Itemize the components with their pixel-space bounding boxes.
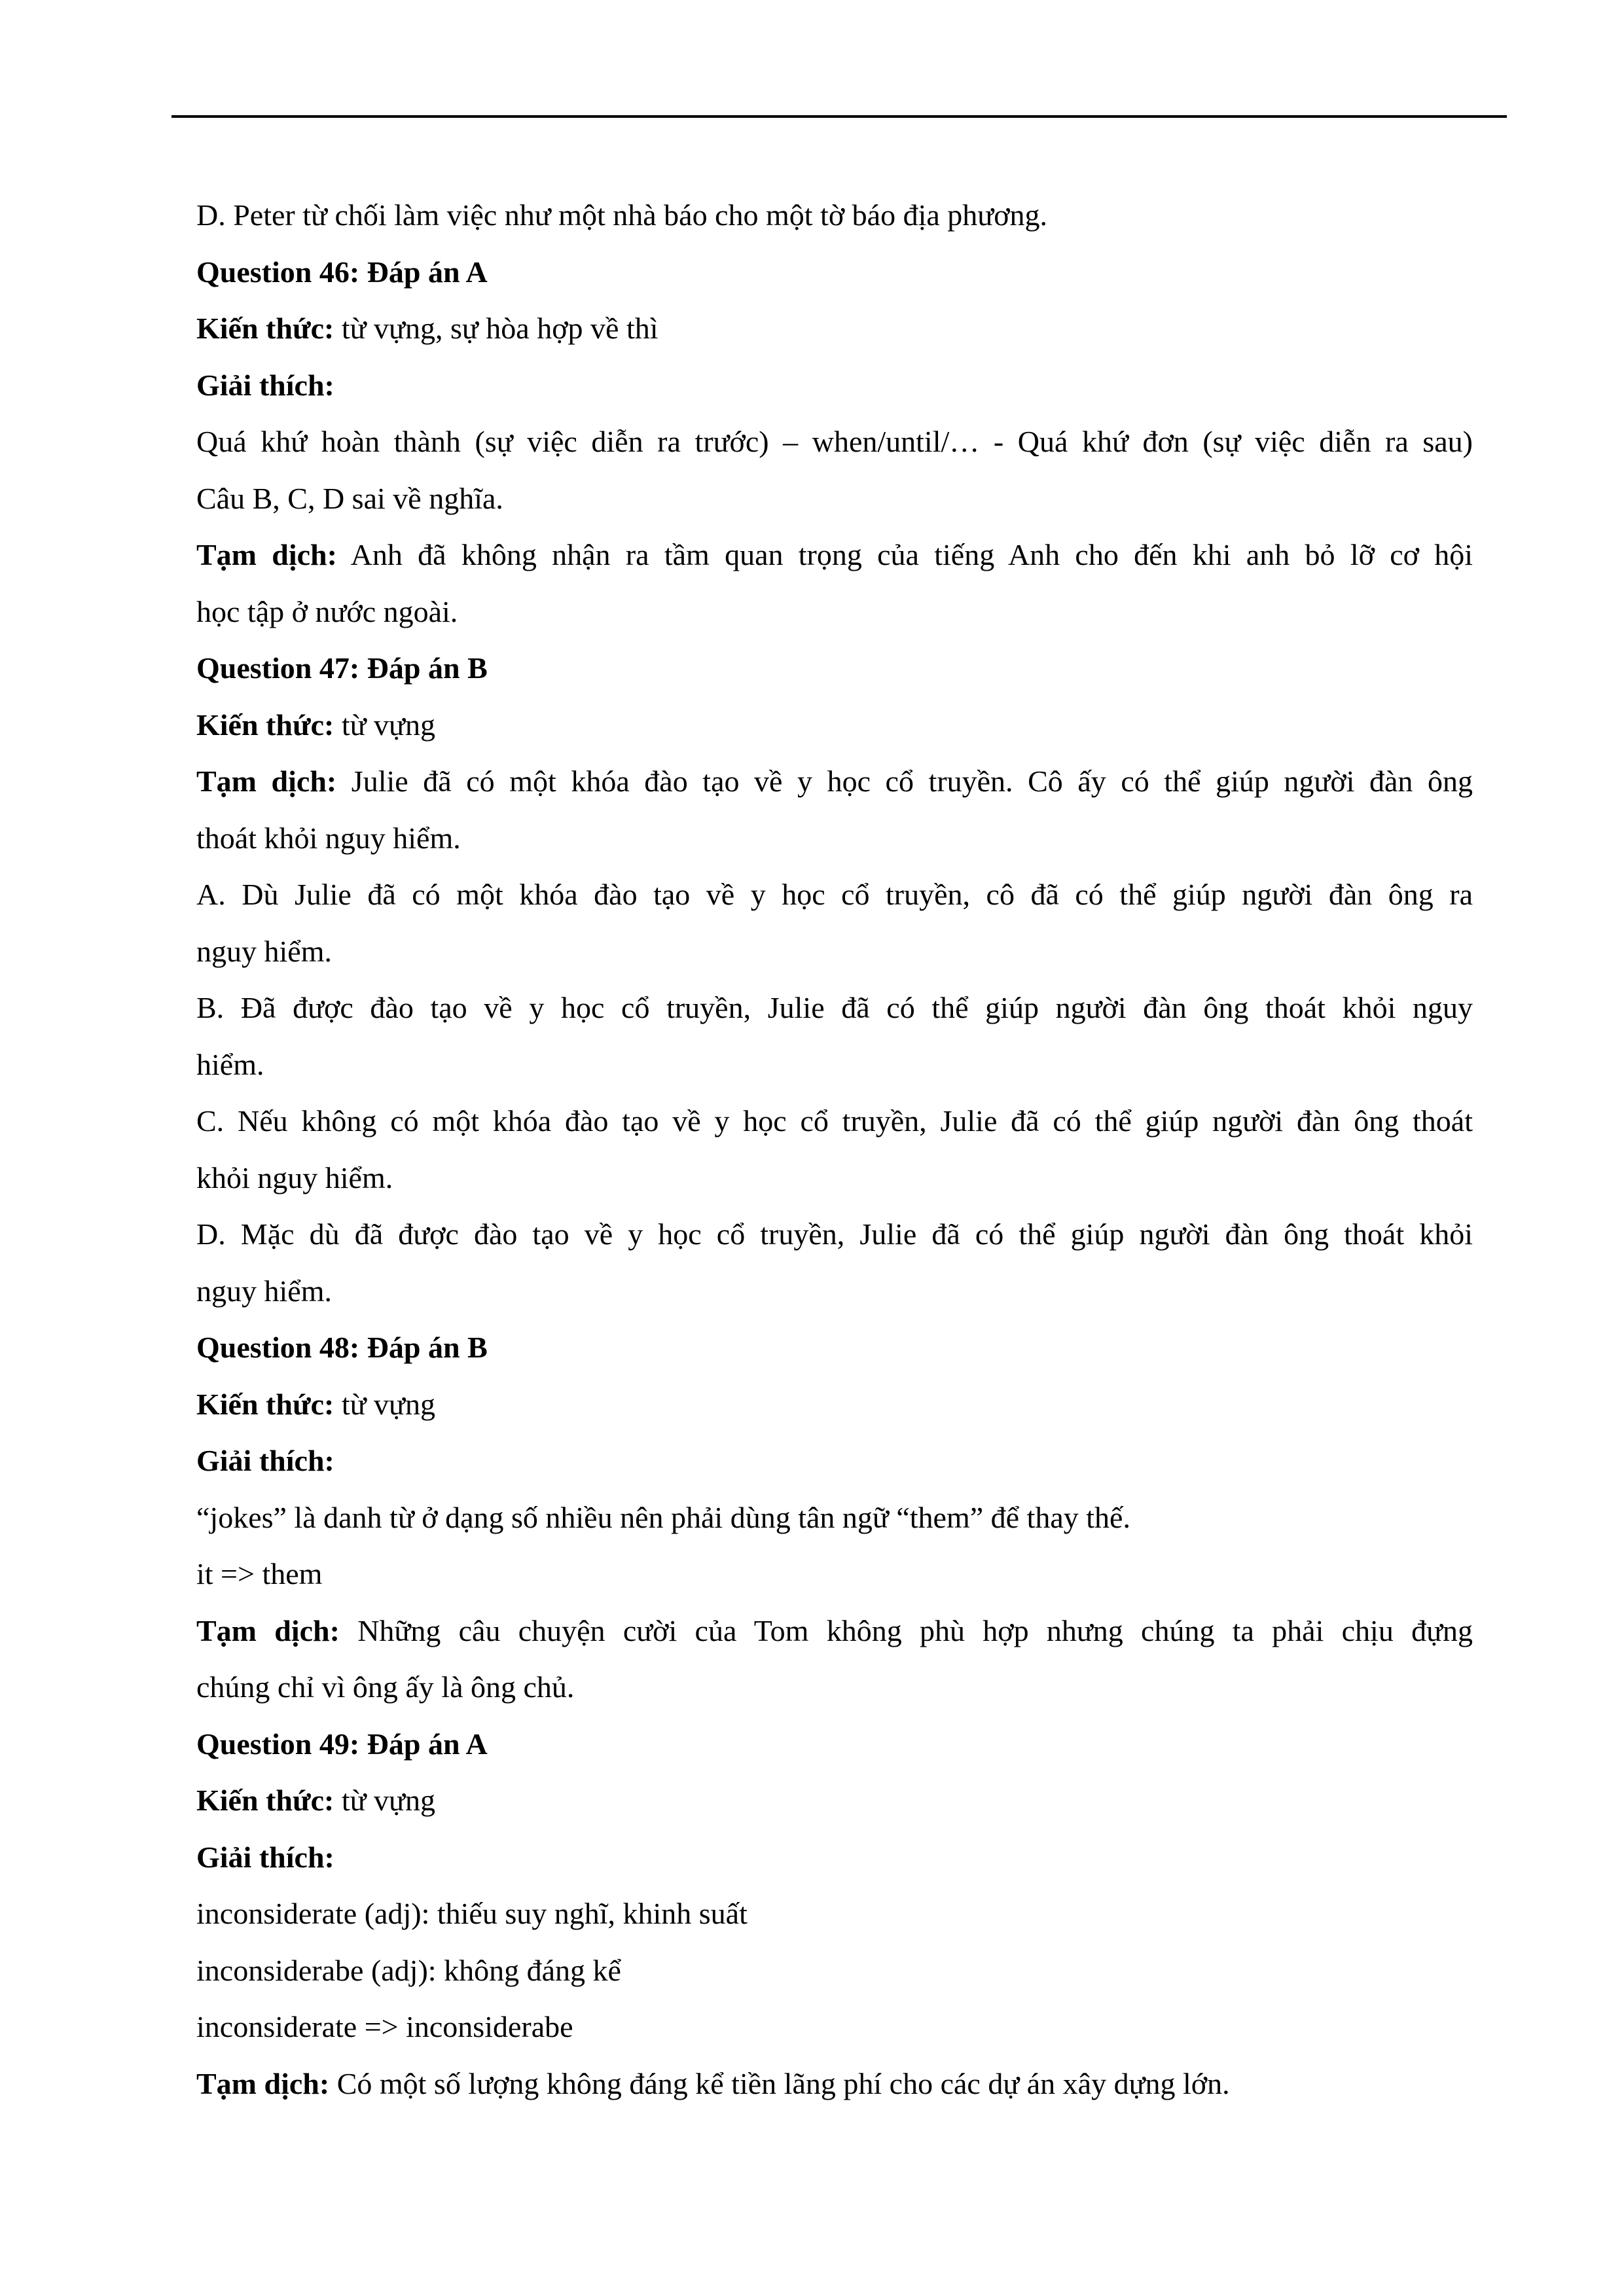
vocab-line — [196, 1886, 1473, 1943]
knowledge-label: Kiến thức: — [196, 708, 334, 742]
question-heading: Question 48: Đáp án B — [196, 1331, 488, 1364]
explanation-label: Giải thích: — [196, 368, 334, 402]
translation-label: Tạm dịch: — [196, 2066, 330, 2100]
translation-text: Những câu chuyện cười của Tom không phù hợp nhưng chúng ta phải chịu đựng — [339, 1613, 1473, 1647]
translation-label: Tạm dịch: — [196, 764, 337, 798]
explanation-heading — [196, 357, 1473, 414]
knowledge-line — [196, 697, 1473, 754]
line-text: “jokes” là danh từ ở dạng số nhiều nên phải dùng tân ngữ “them” để thay thế. — [196, 1500, 1130, 1534]
option-c-line — [196, 1093, 1473, 1150]
question-47-heading — [196, 640, 1473, 697]
document-body — [196, 187, 1473, 2112]
explanation-label: Giải thích: — [196, 1444, 334, 1477]
option-a-line — [196, 867, 1473, 924]
question-49-heading — [196, 1716, 1473, 1773]
line-text: Câu B, C, D sai về nghĩa. — [196, 481, 503, 515]
line-text: thoát khỏi nguy hiểm. — [196, 821, 461, 855]
translation-line — [196, 527, 1473, 584]
line-text: học tập ở nước ngoài. — [196, 594, 458, 628]
knowledge-line — [196, 1772, 1473, 1829]
translation-line — [196, 584, 1473, 641]
question-heading: Question 49: Đáp án A — [196, 1727, 488, 1761]
knowledge-label: Kiến thức: — [196, 312, 334, 345]
line-text: chúng chỉ vì ông ấy là ông chủ. — [196, 1670, 575, 1704]
line-text: Quá khứ hoàn thành (sự việc diễn ra trước) – when/until/… - Quá khứ đơn (sự việc diễn ra sau) — [196, 425, 1473, 458]
knowledge-text: từ vựng — [334, 708, 435, 742]
translation-line — [196, 1659, 1473, 1716]
question-heading: Question 46: Đáp án A — [196, 255, 488, 289]
translation-line — [196, 2056, 1473, 2113]
question-46-heading — [196, 244, 1473, 301]
knowledge-line — [196, 300, 1473, 357]
explanation-label: Giải thích: — [196, 1840, 334, 1874]
knowledge-text: từ vựng — [334, 1784, 435, 1817]
translation-line — [196, 1603, 1473, 1660]
translation-line — [196, 753, 1473, 810]
line-text: khỏi nguy hiểm. — [196, 1160, 393, 1194]
explanation-line — [196, 471, 1473, 528]
vocab-line — [196, 1943, 1473, 2000]
correction-line — [196, 1999, 1473, 2056]
translation-line — [196, 810, 1473, 867]
line-text: inconsiderabe (adj): không đáng kể — [196, 1953, 621, 1987]
line-text: hiểm. — [196, 1047, 264, 1081]
knowledge-text: từ vựng — [334, 1387, 435, 1421]
knowledge-text: từ vựng, sự hòa hợp về thì — [334, 312, 659, 345]
header-rule — [171, 115, 1507, 118]
answer-line-d — [196, 187, 1473, 244]
explanation-line — [196, 1490, 1473, 1547]
option-b-line — [196, 980, 1473, 1037]
line-text: A. Dù Julie đã có một khóa đào tạo về y học cổ truyền, cô đã có thể giúp người đàn ông ra — [196, 878, 1473, 911]
line-text: D. Peter từ chối làm việc như một nhà báo cho một tờ báo địa phương. — [196, 198, 1048, 232]
line-text: nguy hiểm. — [196, 934, 332, 968]
line-text: inconsiderate (adj): thiếu suy nghĩ, khinh suất — [196, 1897, 748, 1930]
line-text: inconsiderate => inconsiderabe — [196, 2010, 573, 2043]
line-text: D. Mặc dù đã được đào tạo về y học cổ truyền, Julie đã có thể giúp người đàn ông thoát khỏi — [196, 1217, 1473, 1251]
option-d-line — [196, 1263, 1473, 1320]
option-b-line — [196, 1037, 1473, 1094]
line-text: nguy hiểm. — [196, 1274, 332, 1308]
knowledge-line — [196, 1376, 1473, 1433]
option-c-line — [196, 1150, 1473, 1207]
option-a-line — [196, 924, 1473, 980]
correction-line — [196, 1546, 1473, 1603]
line-text: C. Nếu không có một khóa đào tạo về y học cổ truyền, Julie đã có thể giúp người đàn ông thoát — [196, 1104, 1473, 1138]
option-d-line — [196, 1206, 1473, 1263]
line-text: it => them — [196, 1557, 323, 1590]
explanation-line — [196, 414, 1473, 471]
knowledge-label: Kiến thức: — [196, 1784, 334, 1817]
translation-text: Có một số lượng không đáng kể tiền lãng phí cho các dự án xây dựng lớn. — [329, 2066, 1230, 2100]
explanation-heading — [196, 1433, 1473, 1490]
knowledge-label: Kiến thức: — [196, 1387, 334, 1421]
translation-label: Tạm dịch: — [196, 538, 337, 571]
line-text: B. Đã được đào tạo về y học cổ truyền, Julie đã có thể giúp người đàn ông thoát khỏi nguy — [196, 991, 1473, 1024]
translation-text: Anh đã không nhận ra tầm quan trọng của tiếng Anh cho đến khi anh bỏ lỡ cơ hội — [336, 538, 1473, 571]
translation-text: Julie đã có một khóa đào tạo về y học cổ truyền. Cô ấy có thể giúp người đàn ông — [336, 764, 1473, 798]
question-48-heading — [196, 1319, 1473, 1376]
translation-label: Tạm dịch: — [196, 1613, 340, 1647]
explanation-heading — [196, 1829, 1473, 1886]
question-heading: Question 47: Đáp án B — [196, 651, 488, 685]
